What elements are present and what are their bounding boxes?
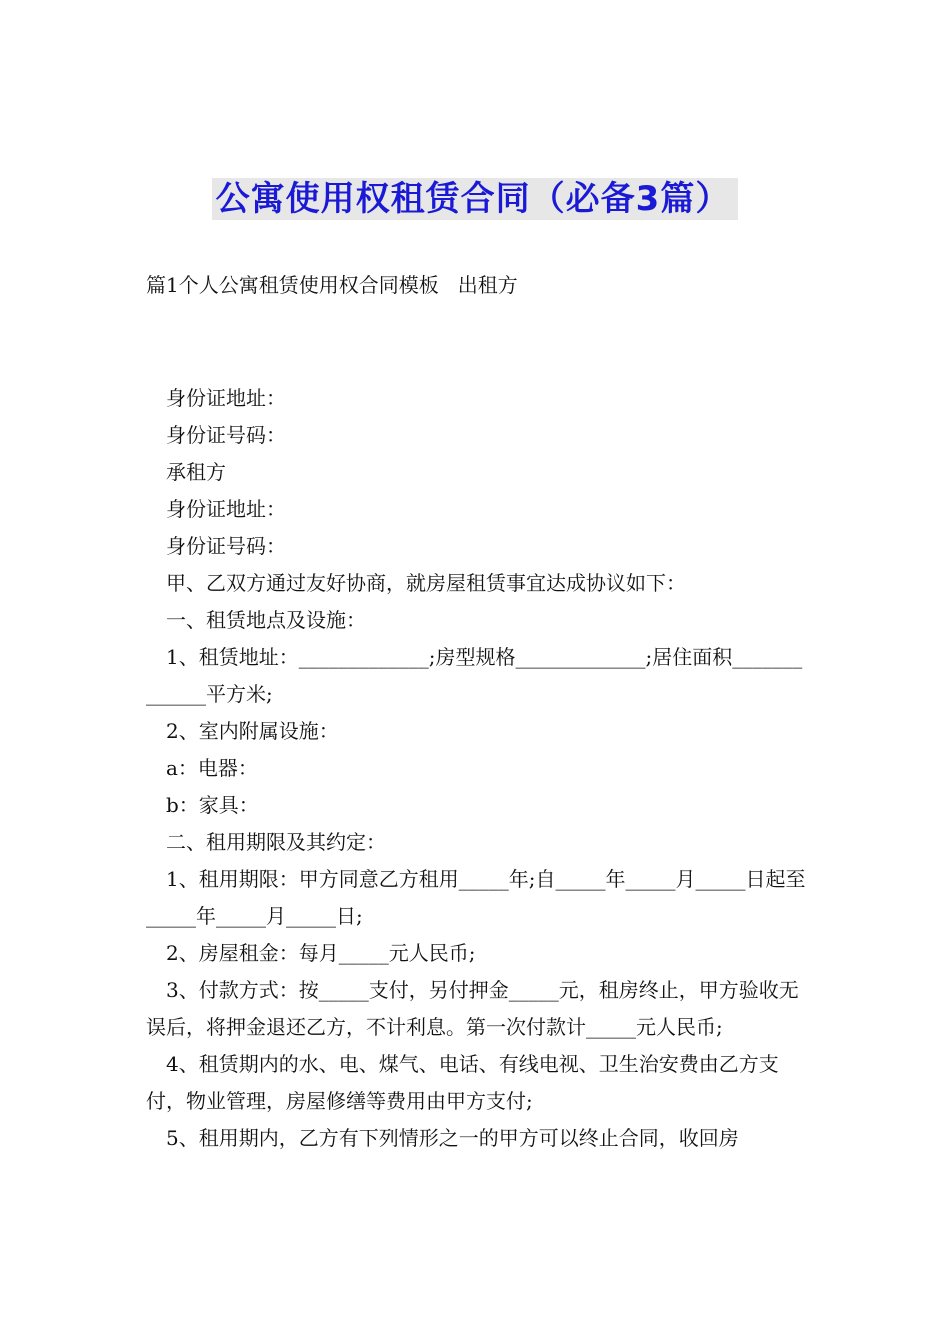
paragraph: 二、租用期限及其约定： — [166, 830, 386, 854]
paragraph: 3、付款方式：按_____支付，另付押金_____元，租房终止，甲方验收无误后，将押金退还乙方，不计利息。第一次付款计_____元人民币; — [146, 978, 799, 1039]
document-title: 公寓使用权租赁合同（必备3篇） — [212, 178, 739, 220]
paragraph: 身份证地址： — [166, 386, 286, 410]
paragraph: 一、租赁地点及设施： — [166, 608, 366, 632]
title-container — [0, 178, 950, 220]
paragraph: 身份证地址： — [166, 497, 286, 521]
paragraph: 2、房屋租金：每月_____元人民币; — [166, 941, 476, 965]
document-subtitle: 篇1个人公寓租赁使用权合同模板 出租方 — [146, 273, 518, 297]
paragraph: 5、租用期内，乙方有下列情形之一的甲方可以终止合同，收回房 — [166, 1126, 739, 1150]
paragraph: 承租方 — [166, 460, 226, 484]
paragraph: 4、租赁期内的水、电、煤气、电话、有线电视、卫生治安费由乙方支付，物业管理，房屋修缮等费用由甲方支付; — [146, 1052, 779, 1113]
document-body — [146, 380, 810, 1157]
paragraph: a：电器： — [166, 756, 258, 780]
paragraph: 身份证号码： — [166, 534, 286, 558]
paragraph: 身份证号码： — [166, 423, 286, 447]
paragraph: 2、室内附属设施： — [166, 719, 339, 743]
paragraph: 甲、乙双方通过友好协商，就房屋租赁事宜达成协议如下： — [166, 571, 686, 595]
paragraph: b：家具： — [166, 793, 259, 817]
paragraph: 1、租赁地址：_____________;房型规格_____________;居住面积_____________平方米; — [146, 645, 803, 706]
paragraph: 1、租用期限：甲方同意乙方租用_____年;自_____年_____月_____日起至_____年_____月_____日; — [146, 867, 806, 928]
